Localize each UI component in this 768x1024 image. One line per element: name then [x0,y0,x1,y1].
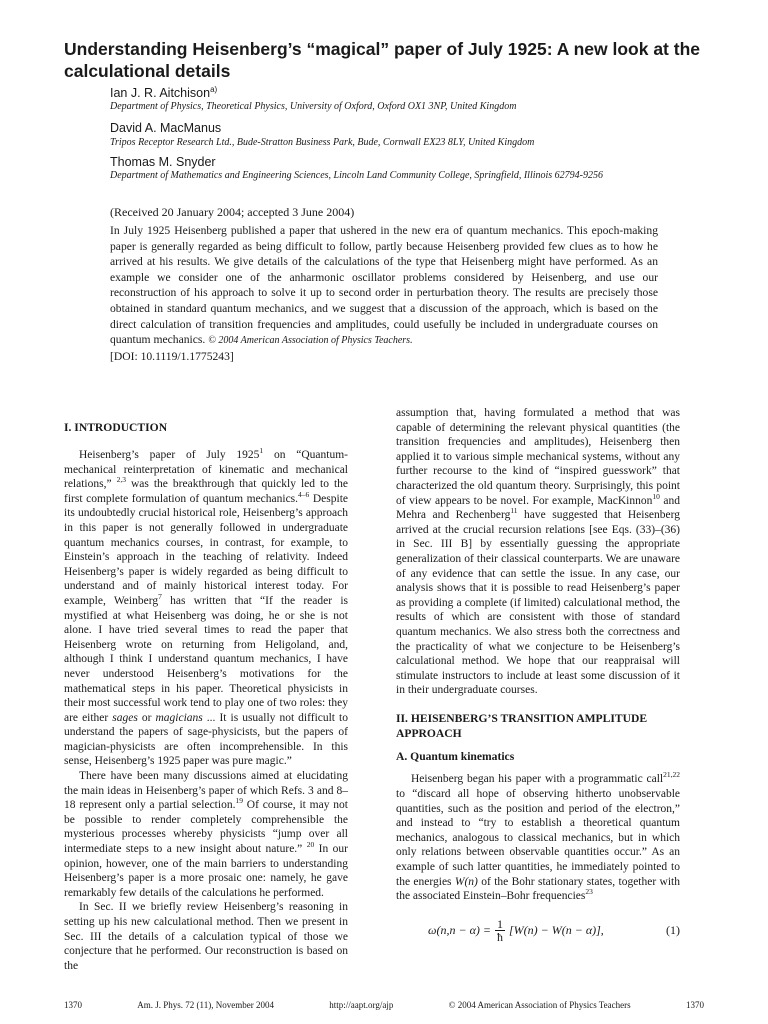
footer-copyright: © 2004 American Association of Physics Teachers [448,1000,631,1010]
text-run: Despite its undoubtedly crucial historical role, Heisenberg’s approach in this paper is not generally followed in undergraduate quantum mechanics courses, in contrast, for example, to Einstein’s approach in the teaching of relativity. Indeed Heisenberg’s paper is widely regarded as being difficult to understand and of mainly historical interest today. For example, Weinberg [64,492,348,607]
citation: 11 [510,506,518,516]
author-2 [110,121,221,135]
citation: 1 [259,446,264,456]
left-column [64,420,348,973]
intro-paragraph-1 [64,448,348,769]
abstract-copyright: © 2004 American Association of Physics Teachers. [208,335,413,347]
citation: 23 [585,887,593,897]
section-heading-introduction: I. INTRODUCTION [64,421,168,434]
equation-body [428,918,604,943]
citation: 10 [652,491,660,501]
section-heading-transition-amplitude: II. HEISENBERG’S TRANSITION AMPLITUDE APPROACH [396,711,648,740]
citation: 19 [235,796,243,806]
text-run: Heisenberg began his paper with a programmatic call [411,773,664,786]
text-run: ... It is usually not difficult to understand the papers of sage-physicists, but the papers of magician-physicists are often incomprehensible. In this sense, Heisenberg’s 1925 paper was pure magic.” [64,711,348,768]
intro-paragraph-2 [64,769,348,900]
citation: 4–6 [298,489,310,499]
intro-paragraph-3: In Sec. II we briefly review Heisenberg’s reasoning in setting up his new calculational method. Then we present in Sec. III the details of a calculation typical of those we conjecture that he performed. Our reconstruction is based on the [64,901,348,972]
text-run: has written that “If the reader is mystified at what Heisenberg was doing, he or she is not alone. I have tried several times to read the paper that Heisenberg wrote on returning from Heligoland, and, although I think I understand quantum mechanics, I have never understood Heisenberg’s motivations for the mathematical steps in his paper. Theoretical physicists in their most successful work tend to play one of two roles: they are either [64,594,348,724]
text-run: assumption that, having formulated a method that was capable of determining the relevant physical quantities (the transition frequencies and amplitudes), Heisenberg then applied it to various simple mechanical systems, without any further recourse to the kind of “inspired guesswork” that characterized the old quantum theory. Surprisingly, this point of view appears to be novel. For example, MacKinnon [396,407,680,507]
citation: 21,22 [663,770,680,780]
right-paragraph-2 [396,772,680,903]
citation: 20 [306,840,315,850]
italic-term: sages [112,711,138,724]
equation-rhs: [W(n) − W(n − α)], [508,923,604,938]
fraction-denominator: ħ [496,929,503,944]
doi: [DOI: 10.1119/1.1775243] [110,349,234,363]
received-dates: (Received 20 January 2004; accepted 3 June 2004) [110,205,355,219]
footer-page-number-left: 1370 [64,1000,82,1010]
text-run: Heisenberg’s paper of July 1925 [79,449,260,461]
fraction-numerator: 1 [496,916,503,931]
equation-1 [396,918,680,943]
text-run: Of course, it may not be possible to render completely comprehensible the mysterious processes whereby physicists “jump over all intermediate steps to a new insight about nature.” [64,799,348,856]
author-name: Thomas M. Snyder [110,155,216,169]
affiliation-1: Department of Physics, Theoretical Physics, University of Oxford, Oxford OX1 3NP, United Kingdom [110,101,517,112]
right-paragraph-1 [396,406,680,698]
citation: 7 [158,592,162,602]
footer-page-number-right: 1370 [685,1000,704,1010]
footer-journal: Am. J. Phys. 72 (11), November 2004 [137,1000,274,1010]
affiliation-3: Department of Mathematics and Engineering Sciences, Lincoln Land Community College, Springfield, Illinois 62794-9256 [110,170,603,181]
footer-url[interactable]: http://aapt.org/ajp [329,1000,394,1010]
author-name: David A. MacManus [110,121,222,135]
author-3 [110,155,216,169]
text-run: to “discard all hope of observing hitherto unobservable quantities, such as the position and period of the electron,” and instead to “try to establish a theoretical quantum mechanics, analogous to classical mechanics, but in which only relations between observable quantities occur.” As an example of such latter quantities, he immediately pointed to the energies [396,788,680,888]
abstract-text: In July 1925 Heisenberg published a paper that ushered in the new era of quantum mechanics. This epoch-making paper is generally regarded as being difficult to follow, partly because Heisenberg provided few clues as to how he arrived at his results. We give details of the calculations of the type that Heisenberg might have performed. As an example we consider one of the anharmonic oscillator problems considered by Heisenberg, and use our reconstruction of his approach to solve it up to second order in perturbation theory. The results are precisely those obtained in standard quantum mechanics, and we suggest that a discussion of the approach, which is based on the direct calculation of transition frequencies and amplitudes, could usefully be included in undergraduate courses on quantum mechanics. [110,224,658,347]
text-run: have suggested that Heisenberg arrived at the crucial recursion relations [see Eqs. (33)–(36) in Sec. III B] by essentially guessing the appropriate generalization of their classical counterparts. We are unaware of any evidence that can settle the issue. In any case, our analysis shows that it is possible to read Heisenberg’s paper as providing a complete (if limited) calculational method, the results of which are consistent with those of standard quantum mechanics. We also stress both the correctness and the practicality of what we conjecture to be Heisenberg’s calculational method. We hope that our reappraisal will stimulate instructors to include at least some discussion of it in their undergraduate courses. [396,509,681,697]
text-run: and Mehra and Rechenberg [396,494,681,522]
text-run: In our opinion, however, one of the main barriers to understanding Heisenberg’s paper is a more prosaic one: namely, he gave remarkably few details of the calculations he performed. [64,843,348,899]
paper-title: Understanding Heisenberg’s “magical” paper of July 1925: A new look at the calculational details [64,39,700,81]
abstract [110,223,658,364]
affiliation-2: Tripos Receptor Research Ltd., Bude-Stratton Business Park, Bude, Cornwall EX23 8LY, United Kingdom [110,137,535,148]
italic-term: magicians [155,711,203,724]
page-footer [64,1000,704,1010]
text-run: on “Quantum-mechanical reinterpretation of kinematic and mechanical relations,” [64,449,349,491]
subsection-heading-quantum-kinematics: A. Quantum kinematics [396,749,515,763]
text-run: There have been many discussions aimed at elucidating the main ideas in Heisenberg’s paper of which Refs. 3 and 8–18 represent only a partial selection. [64,770,348,812]
math-term: W(n) [454,875,478,888]
citation: 2,3 [116,475,126,485]
equation-number: (1) [666,923,680,938]
text-run: of the Bohr stationary states, together with the associated Einstein–Bohr frequencies [396,875,680,903]
author-name: Ian J. R. Aitchison [110,86,211,101]
text-run: was the breakthrough that quickly led to the first complete formulation of quantum mechanics. [64,478,349,505]
equation-lhs: ω(n,n − α) = [428,923,491,938]
equation-fraction [495,918,505,943]
right-column [396,406,680,943]
author-footnote-mark: a) [210,85,218,94]
author-1 [110,85,217,100]
text-run: or [137,711,156,724]
